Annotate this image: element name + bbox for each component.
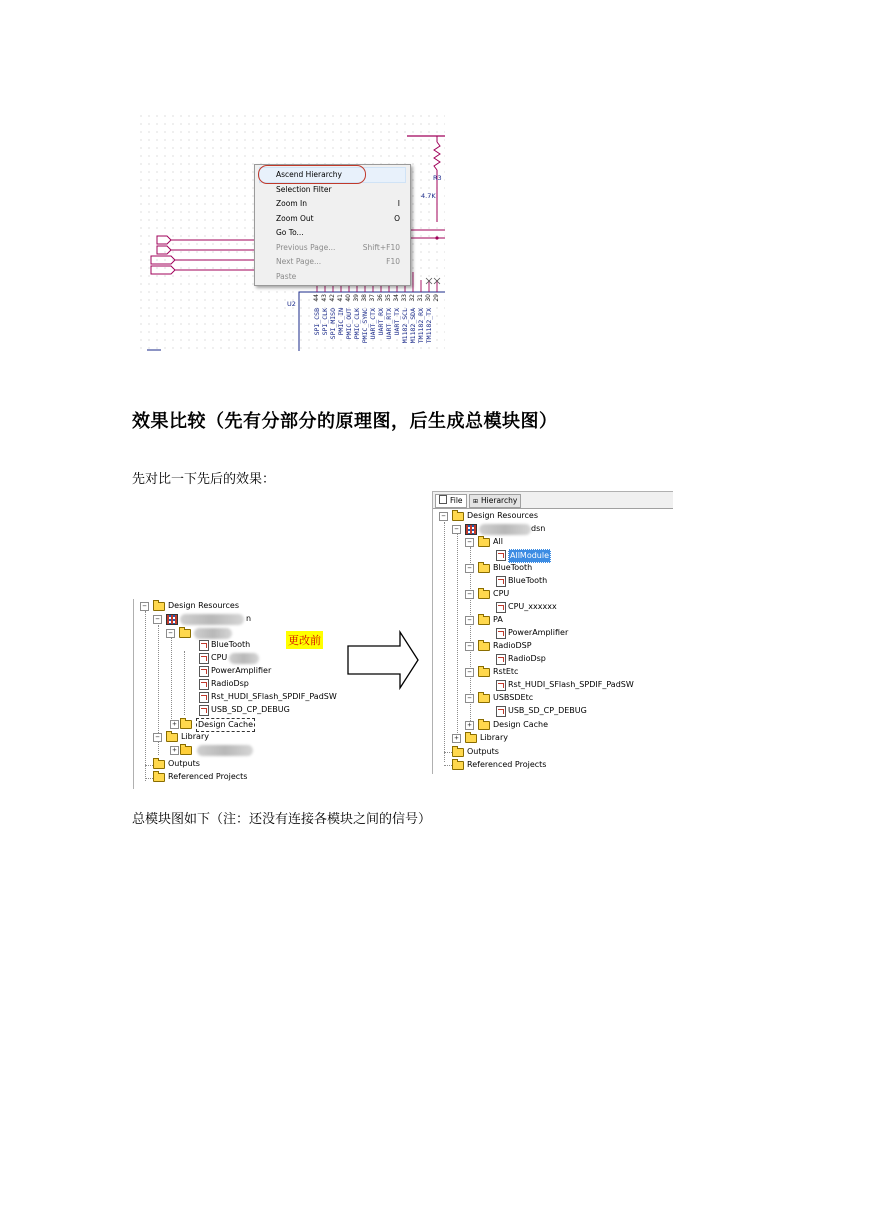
node-label: Outputs <box>467 747 499 756</box>
pin-name: PMIC_OUT <box>345 308 353 340</box>
menu-item-shortcut: O <box>394 214 400 223</box>
page-icon <box>496 576 506 587</box>
node-label: Library <box>181 732 209 741</box>
collapse-icon[interactable]: − <box>465 590 474 599</box>
menu-item-label: Ascend Hierarchy <box>276 170 342 179</box>
node-label: Rst_HUDI_SFlash_SPDIF_PadSW <box>508 680 634 689</box>
tab-hierarchy[interactable] <box>469 494 521 508</box>
collapse-icon[interactable]: − <box>465 564 474 573</box>
pin-number: 37 <box>369 294 376 302</box>
page-icon <box>496 628 506 639</box>
menu-item-label: Go To... <box>276 228 304 237</box>
node-label: USB_SD_CP_DEBUG <box>508 706 587 715</box>
collapse-icon[interactable]: − <box>166 629 175 638</box>
node-label: RadioDSP <box>493 641 532 650</box>
pin-name: M1182_SDA <box>409 308 417 344</box>
pin-number: 40 <box>345 294 352 302</box>
resistor-ref: R3 <box>433 174 442 182</box>
annotation-circle <box>258 165 366 184</box>
pin-number: 31 <box>417 294 424 302</box>
folder-icon <box>153 602 165 611</box>
expand-icon[interactable]: + <box>465 721 474 730</box>
node-label: Referenced Projects <box>168 772 248 781</box>
pin-number: 32 <box>409 294 416 302</box>
folder-icon <box>180 720 192 729</box>
page-icon <box>199 679 209 690</box>
folder-icon <box>452 748 464 757</box>
pin-number: 33 <box>401 294 408 302</box>
page-icon <box>496 654 506 665</box>
tab-file[interactable] <box>435 494 467 508</box>
node-label: Referenced Projects <box>467 760 547 769</box>
collapse-icon[interactable]: − <box>439 512 448 521</box>
node-label: CPU <box>493 589 510 598</box>
pin-name: TM1182_TX <box>425 308 433 344</box>
section-heading: 效果比较（先有分部分的原理图，后生成总模块图） <box>132 411 558 432</box>
node-label: PA <box>493 615 503 624</box>
page-icon <box>199 692 209 703</box>
tab-label: File <box>450 496 463 505</box>
page-icon <box>496 602 506 613</box>
menu-item-go-to[interactable] <box>276 226 404 239</box>
node-label: BlueTooth <box>493 563 533 572</box>
folder-icon <box>153 773 165 782</box>
redacted-name <box>197 745 253 756</box>
paragraph-compare: 先对比一下先后的效果： <box>132 472 276 487</box>
node-label: AllModule <box>508 549 551 563</box>
after-tree-panel <box>432 491 673 774</box>
page-icon <box>496 550 506 561</box>
menu-item-paste[interactable] <box>276 270 404 283</box>
node-label-partial: n <box>246 614 252 623</box>
node-label: BlueTooth <box>211 640 251 649</box>
menu-item-label: Zoom Out <box>276 214 314 223</box>
node-label: CPU_xxxxxx <box>508 602 557 611</box>
menu-item-label: Zoom In <box>276 199 307 208</box>
folder-icon <box>452 761 464 770</box>
folder-icon <box>478 694 490 703</box>
tab-strip <box>433 492 673 509</box>
pin-name: UART_RTX <box>385 308 393 340</box>
node-label: Design Cache <box>493 720 549 729</box>
node-label: All <box>493 537 503 546</box>
pin-name: TM1182_RX <box>417 308 425 344</box>
node-label: Design Cache <box>196 718 255 732</box>
resistor-value: 4.7K <box>421 192 436 200</box>
menu-item-label: Paste <box>276 272 297 281</box>
folder-icon <box>465 734 477 743</box>
pin-number: 42 <box>329 294 336 302</box>
page-icon <box>199 653 209 664</box>
node-label: CPU <box>211 653 228 662</box>
tab-label: Hierarchy <box>481 496 518 505</box>
menu-item-label: Selection Filter <box>276 185 332 194</box>
menu-item-zoom-in[interactable] <box>276 197 404 210</box>
node-label: Design Resources <box>467 511 539 520</box>
node-label: PowerAmplifier <box>508 628 569 637</box>
node-label: Design Resources <box>168 601 240 610</box>
pin-name: M1182_SCL <box>401 308 409 344</box>
context-menu <box>254 164 411 286</box>
pin-number: 29 <box>433 294 440 302</box>
collapse-icon[interactable]: − <box>465 538 474 547</box>
menu-item-zoom-out[interactable] <box>276 212 404 225</box>
pin-number: 39 <box>353 294 360 302</box>
page-icon <box>199 640 209 651</box>
pin-name: SPI_MISO <box>329 308 337 340</box>
page-icon <box>199 705 209 716</box>
redacted-name <box>479 524 531 535</box>
node-label: BlueTooth <box>508 576 548 585</box>
redacted-name <box>180 614 244 625</box>
menu-item-shortcut: Shift+F10 <box>362 243 400 252</box>
node-label: Outputs <box>168 759 200 768</box>
expand-icon[interactable]: + <box>452 734 461 743</box>
pin-name: SPI_CSB <box>313 308 321 336</box>
collapse-icon[interactable]: − <box>153 615 162 624</box>
redacted-name <box>229 653 259 664</box>
collapse-icon[interactable]: − <box>452 525 461 534</box>
pin-name: UART_CTX <box>369 308 377 340</box>
node-label: Library <box>480 733 508 742</box>
collapse-icon[interactable]: − <box>465 694 474 703</box>
pin-number: 36 <box>377 294 384 302</box>
expand-icon[interactable]: + <box>170 746 179 755</box>
node-label: Rst_HUDI_SFlash_SPDIF_PadSW <box>211 692 337 701</box>
page-icon <box>199 666 209 677</box>
pin-number: 35 <box>385 294 392 302</box>
pin-number: 44 <box>313 294 320 302</box>
pin-number: 30 <box>425 294 432 302</box>
collapse-icon[interactable]: − <box>153 733 162 742</box>
redacted-name <box>194 628 232 639</box>
pin-name: SPI_CLK <box>321 308 329 336</box>
node-label: RadioDsp <box>211 679 249 688</box>
menu-item-label: Previous Page... <box>276 243 336 252</box>
part-ref: U2 <box>287 300 296 308</box>
pin-number: 38 <box>361 294 368 302</box>
arrow-right-icon <box>346 630 420 690</box>
folder-icon <box>478 642 490 651</box>
pin-name: UART_TX <box>393 308 401 336</box>
folder-icon <box>478 616 490 625</box>
node-label: USBSDEtc <box>493 693 534 702</box>
collapse-icon[interactable]: − <box>465 616 474 625</box>
node-label: USB_SD_CP_DEBUG <box>211 705 290 714</box>
hierarchy-icon: ⊞ <box>473 498 479 505</box>
pin-name: PMIC_SYNC <box>361 308 369 344</box>
pin-name: UART_RX <box>377 308 385 336</box>
schematic-screenshot <box>137 112 445 351</box>
dsn-icon <box>166 614 178 625</box>
collapse-icon[interactable]: − <box>465 642 474 651</box>
paragraph-summary: 总模块图如下（注：还没有连接各模块之间的信号） <box>132 812 432 827</box>
folder-icon <box>153 760 165 769</box>
menu-item-next-page[interactable] <box>276 255 404 268</box>
pin-name: PMIC_IN <box>337 308 345 336</box>
folder-check-icon <box>478 538 490 547</box>
expand-icon[interactable]: + <box>170 720 179 729</box>
menu-item-previous-page[interactable] <box>276 241 404 254</box>
folder-check-icon <box>179 629 191 638</box>
pin-number: 34 <box>393 294 400 302</box>
file-icon <box>439 495 447 504</box>
collapse-icon[interactable]: − <box>465 668 474 677</box>
page-icon <box>496 706 506 717</box>
node-label: PowerAmplifier <box>211 666 272 675</box>
node-label: RstEtc <box>493 667 519 676</box>
pin-name: PMIC_CLK <box>353 308 361 340</box>
menu-item-selection-filter[interactable] <box>276 183 404 196</box>
folder-icon <box>478 668 490 677</box>
folder-icon <box>478 721 490 730</box>
library-icon <box>180 746 192 755</box>
menu-item-shortcut: I <box>397 199 400 208</box>
pin-number: 43 <box>321 294 328 302</box>
menu-item-shortcut: F10 <box>386 257 400 266</box>
node-label: dsn <box>531 524 546 533</box>
before-annotation: 更改前 <box>286 631 323 649</box>
folder-icon <box>478 564 490 573</box>
folder-icon <box>166 733 178 742</box>
folder-icon <box>452 512 464 521</box>
collapse-icon[interactable]: − <box>140 602 149 611</box>
pin-number: 41 <box>337 294 344 302</box>
node-label: RadioDsp <box>508 654 546 663</box>
dsn-icon <box>465 524 477 535</box>
menu-item-label: Next Page... <box>276 257 322 266</box>
page-icon <box>496 680 506 691</box>
folder-icon <box>478 590 490 599</box>
